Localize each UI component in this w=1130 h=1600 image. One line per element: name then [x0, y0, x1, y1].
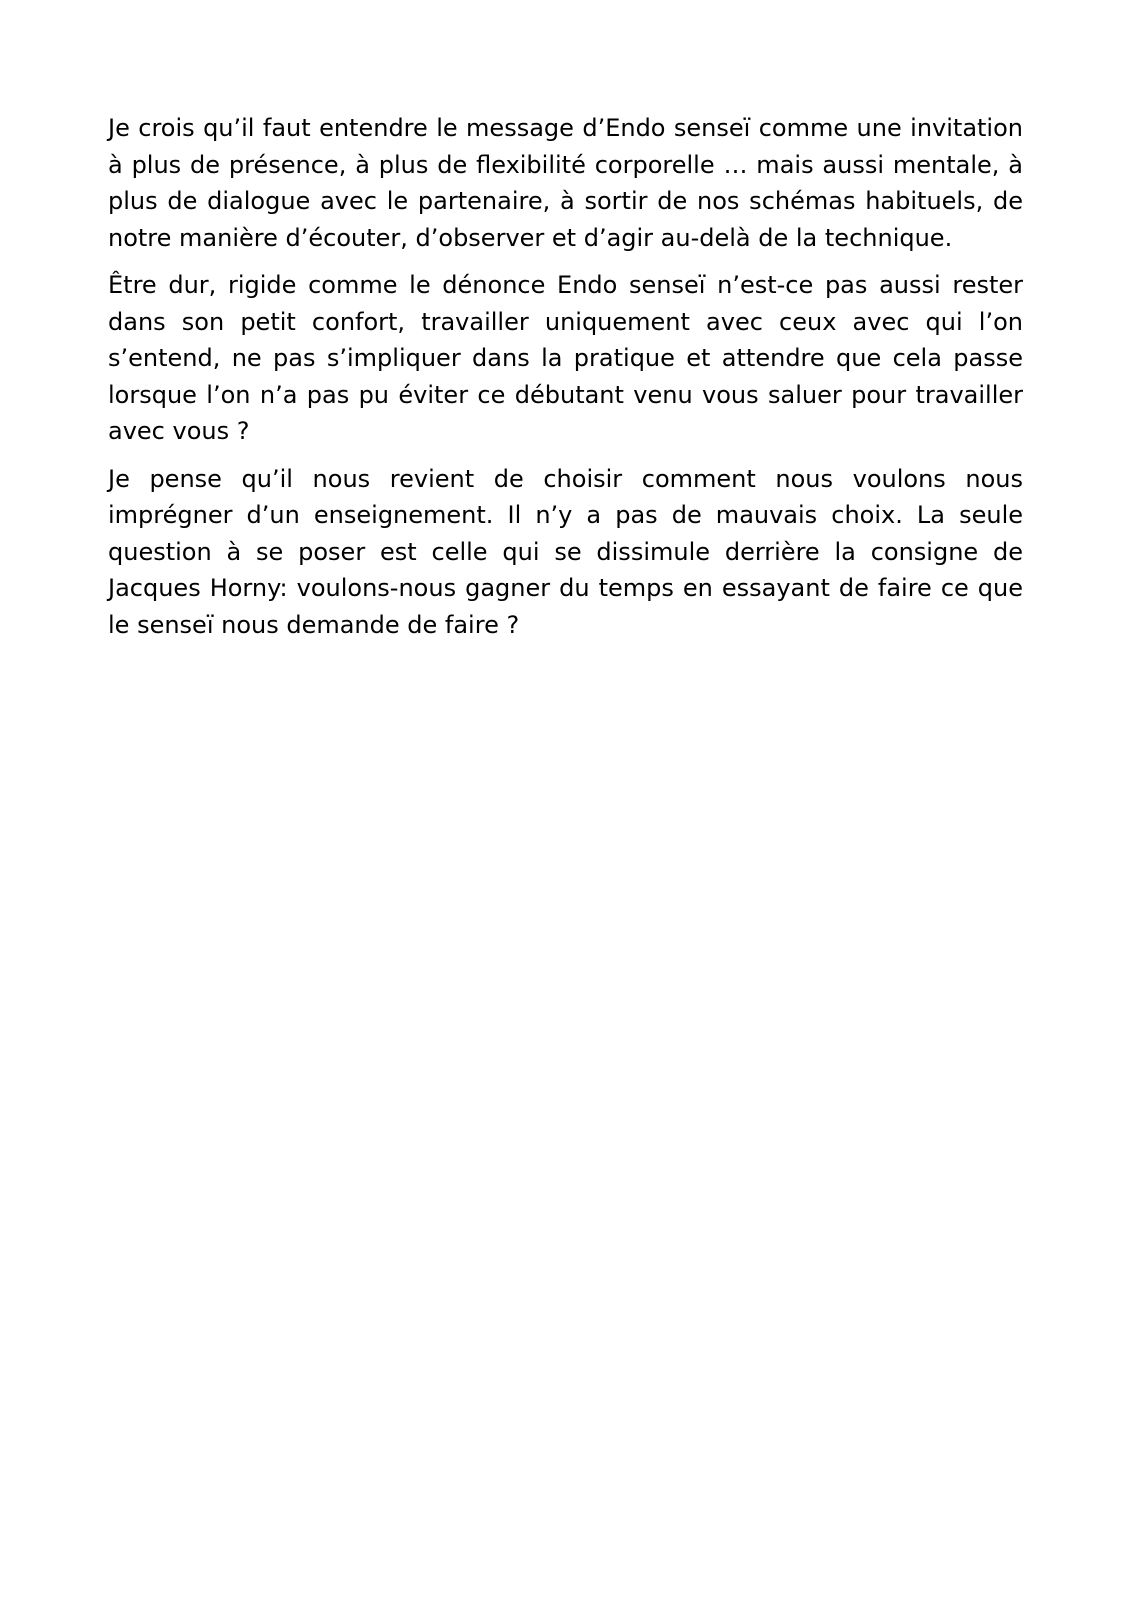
paragraph-2: Être dur, rigide comme le dénonce Endo senseï n’est-ce pas aussi rester dans son petit confort, travailler uniquement avec ceux avec qui l’on s’entend, ne pas s’impliquer dans la pratique et attendre que cela passe lorsque l’on n’a pas pu éviter ce débutant venu vous saluer pour travailler avec vous ?	[108, 271, 1023, 445]
paragraph-1: Je crois qu’il faut entendre le message d’Endo senseï comme une invitation à plus de présence, à plus de flexibilité corporelle … mais aussi mentale, à plus de dialogue avec le partenaire, à sortir de nos schémas habituels, de notre manière d’écouter, d’observer et d’agir au-delà de la technique.	[108, 114, 1023, 252]
paragraph-3: Je pense qu’il nous revient de choisir comment nous voulons nous imprégner d’un enseignement. Il n’y a pas de mauvais choix. La seule question à se poser est celle qui se dissimule derrière la consigne de Jacques Horny: voulons-nous gagner du temps en essayant de faire ce que le senseï nous demande de faire ?	[108, 464, 1023, 639]
document-body	[108, 110, 1023, 643]
